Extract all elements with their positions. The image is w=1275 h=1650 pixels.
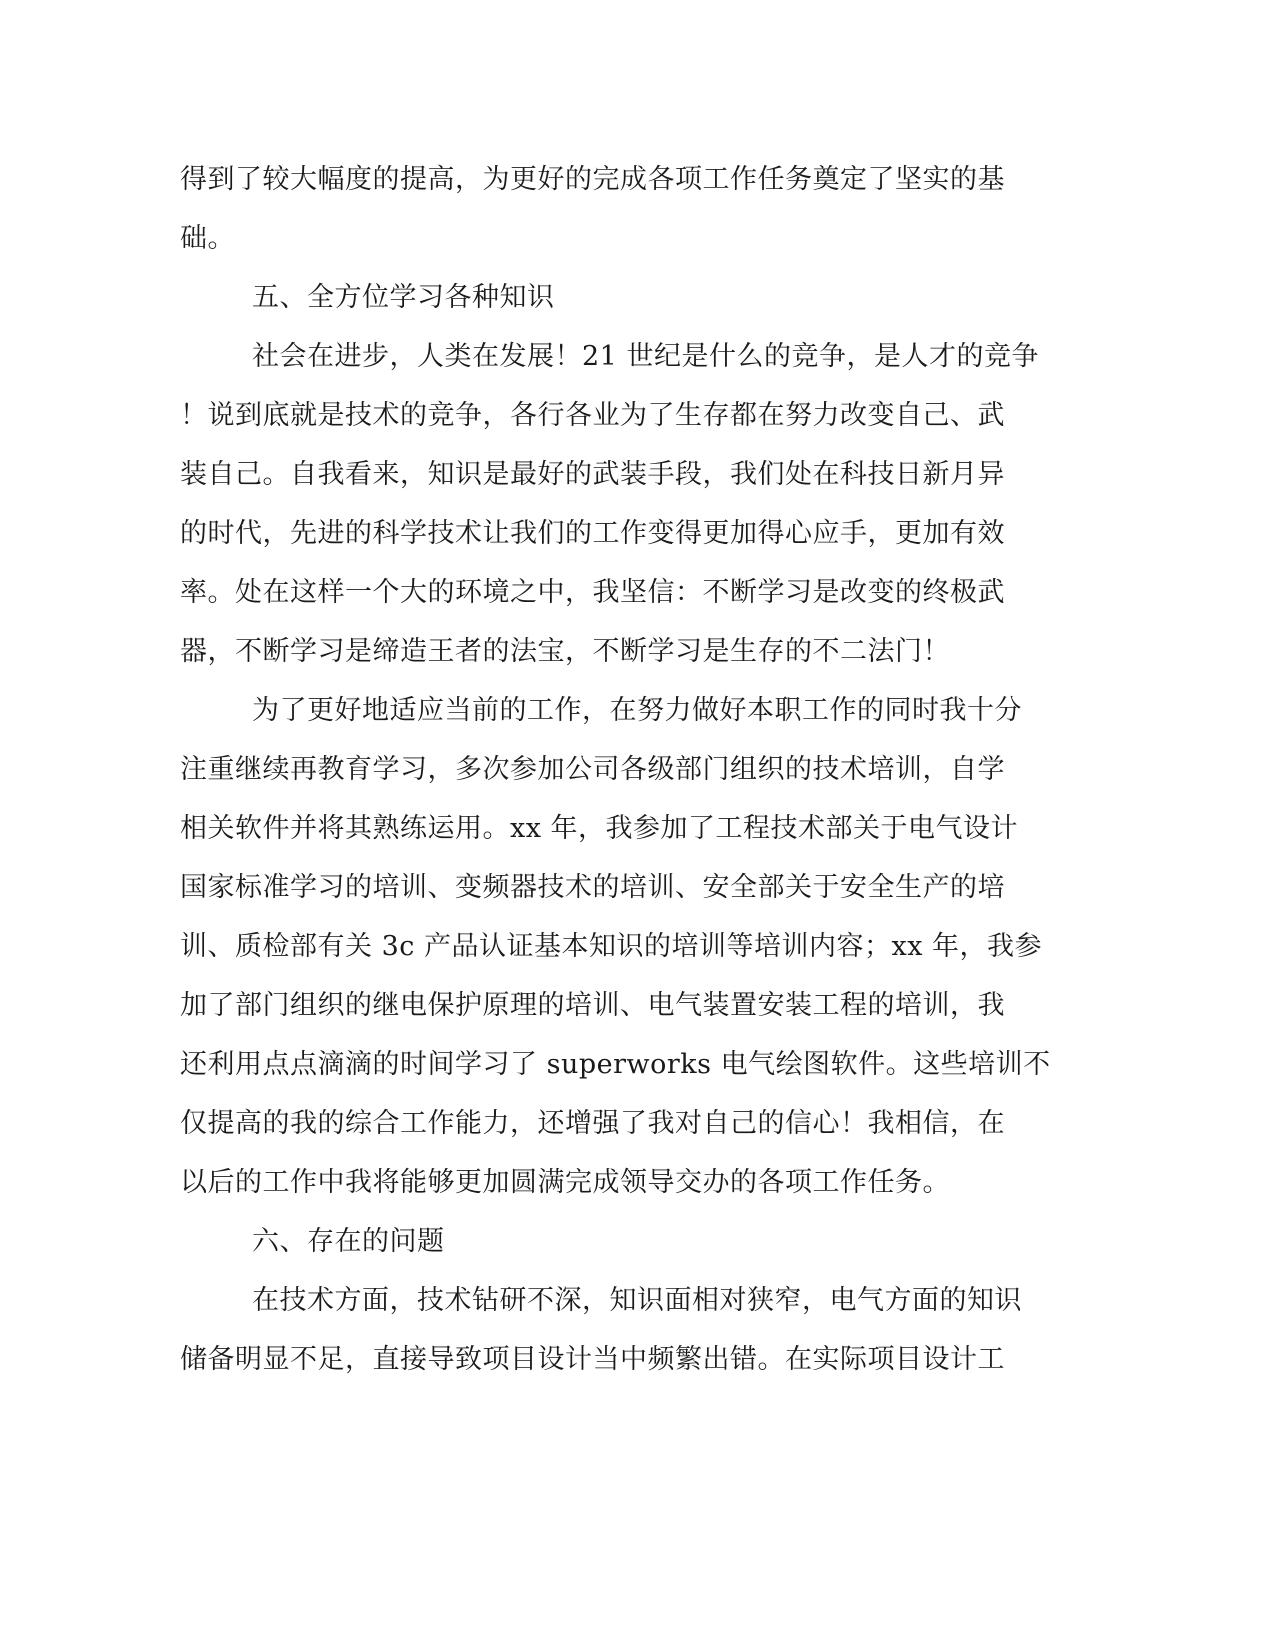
text-line: 在技术方面，技术钻研不深，知识面相对狭窄，电气方面的知识 [252,1285,1022,1316]
text-line: 国家标准学习的培训、变频器技术的培训、安全部关于安全生产的培 [180,872,1005,903]
text-line: 础。 [180,223,235,254]
text-line: 加了部门组织的继电保护原理的培训、电气装置安装工程的培训，我 [180,990,1005,1021]
text-line: 器，不断学习是缔造王者的法宝，不断学习是生存的不二法门！ [180,636,950,667]
text-line: 得到了较大幅度的提高，为更好的完成各项工作任务奠定了坚实的基 [180,164,1005,195]
text-line: 还利用点点滴滴的时间学习了 superworks 电气绘图软件。这些培训不 [180,1049,1051,1080]
section-heading: 五、全方位学习各种知识 [252,282,555,313]
text-line: 为了更好地适应当前的工作，在努力做好本职工作的同时我十分 [252,695,1022,726]
text-line: 社会在进步，人类在发展！21 世纪是什么的竞争，是人才的竞争 [252,341,1039,372]
text-line: 以后的工作中我将能够更加圆满完成领导交办的各项工作任务。 [180,1167,950,1198]
text-line: 注重继续再教育学习，多次参加公司各级部门组织的技术培训，自学 [180,754,1005,785]
text-line: 储备明显不足，直接导致项目设计当中频繁出错。在实际项目设计工 [180,1344,1005,1375]
text-line: 相关软件并将其熟练运用。xx 年，我参加了工程技术部关于电气设计 [180,813,1019,844]
text-line: ！说到底就是技术的竞争，各行各业为了生存都在努力改变自己、武 [180,400,1005,431]
text-line: 率。处在这样一个大的环境之中，我坚信：不断学习是改变的终极武 [180,577,1005,608]
section-heading: 六、存在的问题 [252,1226,445,1257]
text-line: 训、质检部有关 3c 产品认证基本知识的培训等培训内容；xx 年，我参 [180,931,1043,962]
text-line: 的时代，先进的科学技术让我们的工作变得更加得心应手，更加有效 [180,518,1005,549]
text-line: 装自己。自我看来，知识是最好的武装手段，我们处在科技日新月异 [180,459,1005,490]
text-line: 仅提高的我的综合工作能力，还增强了我对自己的信心！我相信，在 [180,1108,1005,1139]
